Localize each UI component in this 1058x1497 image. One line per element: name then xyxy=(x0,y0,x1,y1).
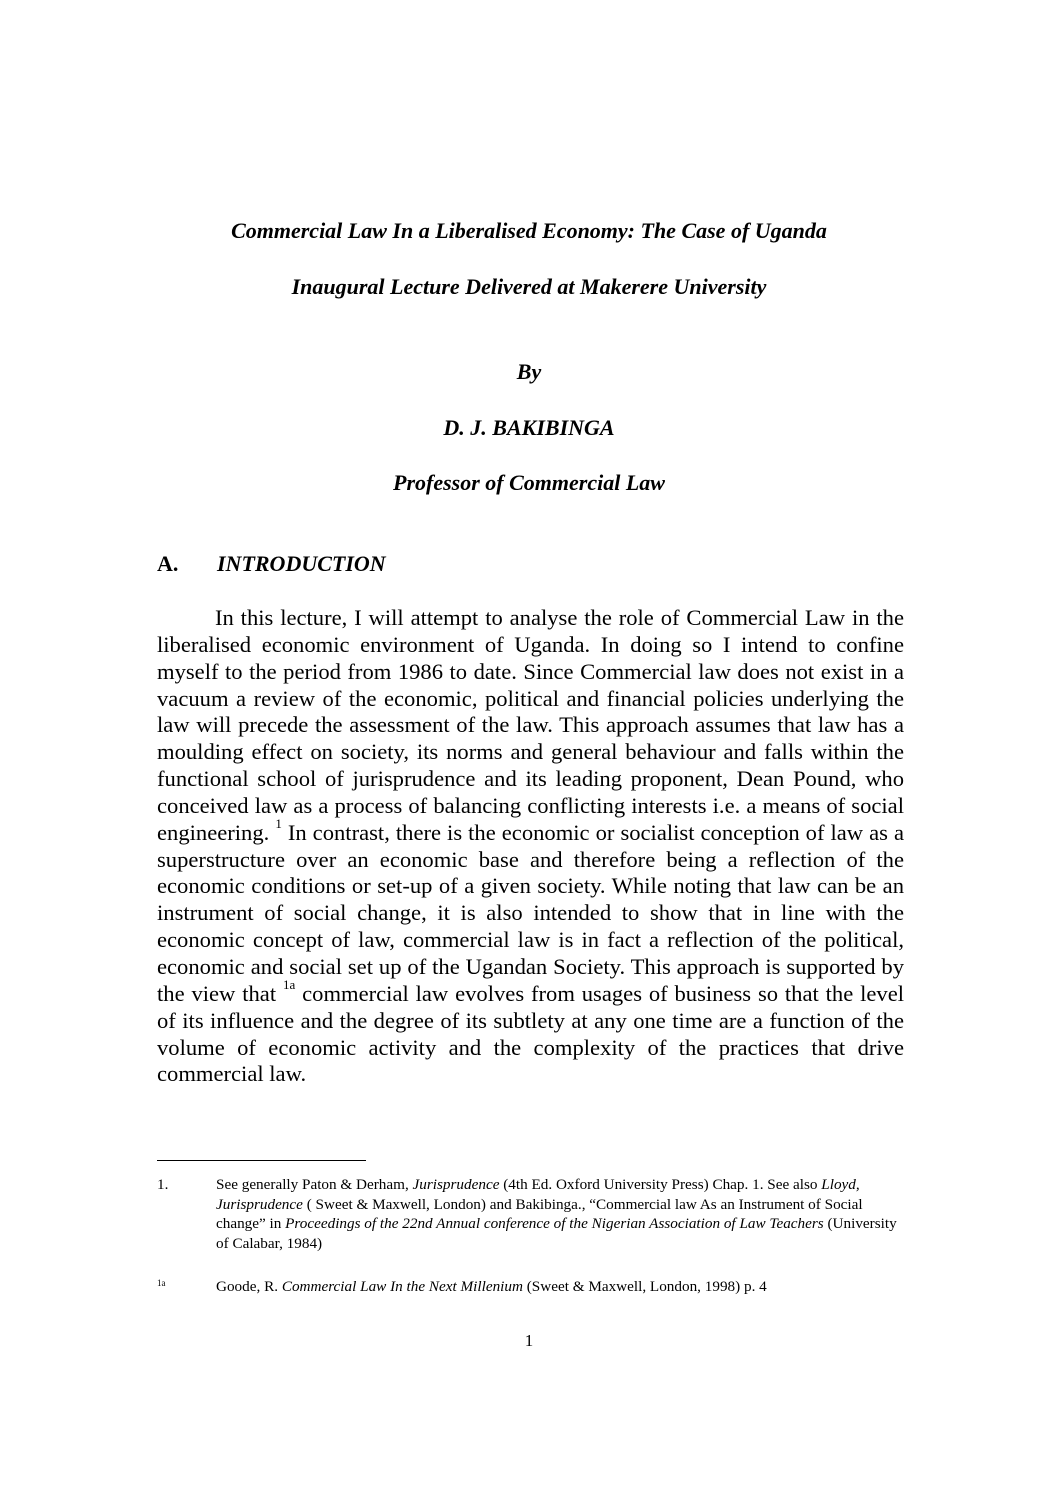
page-number: 1 xyxy=(524,1331,534,1350)
footnote-marker: 1. xyxy=(157,1176,169,1193)
footnote-segment: Commercial Law In the Next Millenium xyxy=(281,1278,523,1295)
document-subtitle: Inaugural Lecture Delivered at Makerere University xyxy=(291,274,767,299)
author-name: D. J. BAKIBINGA xyxy=(443,415,615,440)
body-paragraph xyxy=(157,605,904,1088)
by-label: By xyxy=(516,359,542,384)
footnote-segment: (Sweet & Maxwell, London, 1998) p. 4 xyxy=(522,1278,767,1295)
footnote-segment: Goode, R. xyxy=(216,1278,282,1295)
footnote-segment: Proceedings of the 22nd Annual conference of the Nigerian Association of Law Teachers xyxy=(285,1215,824,1232)
footnote-text xyxy=(216,1175,904,1253)
body-text-part-2: In contrast, there is the economic or socialist conception of law as a superstructure over an economic base and therefore being a reflection of the economic conditions or set-up of a given society. While noting that law can be an instrument of social change, it is also intended to show that in line with the economic concept of law, commercial law is in fact a reflection of the political, economic and social set up of the Ugandan Society. This approach is supported by the view that xyxy=(157,819,905,1006)
footnote-segment: (4th Ed. Oxford University Press) Chap. 1. See also xyxy=(499,1176,822,1193)
document-title: Commercial Law In a Liberalised Economy: The Case of Uganda xyxy=(231,218,827,243)
section-letter: A. xyxy=(157,551,179,576)
footnote-segment: Lloyd, Jurisprudence xyxy=(216,1176,860,1213)
footnote-ref-1[interactable]: 1 xyxy=(275,816,282,832)
footnote-segment: (University of Calabar, 1984) xyxy=(216,1215,897,1252)
section-title: INTRODUCTION xyxy=(217,551,386,576)
body-text-part-3: commercial law evolves from usages of business so that the level of its influence and the degree of its subtlety at any one time are a function of the volume of economic activity and the complexity of the practices that drive commercial law. xyxy=(157,980,904,1087)
footnote-segment: ( Sweet & Maxwell, London) and Bakibinga., “Commercial law As an Instrument of Social change” in xyxy=(216,1195,863,1232)
footnote-divider xyxy=(157,1160,366,1161)
footnote-text xyxy=(216,1277,904,1297)
footnote-segment: See generally Paton & Derham, xyxy=(216,1176,413,1193)
author-position: Professor of Commercial Law xyxy=(393,470,665,495)
footnote-marker: 1a xyxy=(157,1278,166,1288)
footnote-segment: Jurisprudence xyxy=(412,1176,500,1193)
footnote-ref-1a[interactable]: 1a xyxy=(282,977,296,993)
body-text-part-1: In this lecture, I will attempt to analyse the role of Commercial Law in the liberalised economic environment of Uganda. In doing so I intend to confine myself to the period from 1986 to date. Since Commercial law does not exist in a vacuum a review of the economic, political and financial policies underlying the law will precede the assessment of the law. This approach assumes that law has a moulding effect on society, its norms and general behaviour and falls within the functional school of jurisprudence and its leading proponent, Dean Pound, who conceived law as a process of balancing conflicting interests i.e. a means of social engineering. xyxy=(157,605,904,845)
